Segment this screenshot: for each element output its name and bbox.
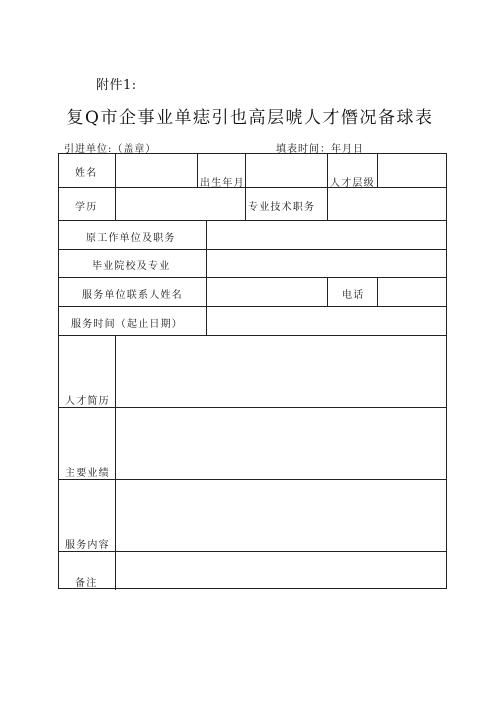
service-period-label: 服务时间（起止日期） (71, 319, 183, 330)
tech-title-label: 专业技术职务 (248, 202, 316, 213)
form-title: 复Q市企事业单痣引也高层唬人才僭况备球表 (66, 108, 434, 128)
attachment-label: 附件1: (96, 78, 137, 93)
col-divider (327, 277, 328, 306)
achievements-label: 主要业绩 (65, 468, 110, 479)
resume-label: 人才简历 (65, 396, 110, 407)
col-divider (197, 154, 198, 187)
name-label: 姓名 (75, 168, 98, 179)
talent-level-input[interactable] (378, 155, 446, 187)
education-label: 学历 (75, 202, 98, 213)
remarks-input[interactable] (116, 552, 446, 588)
birth-input[interactable] (246, 155, 327, 187)
service-period-input[interactable] (207, 307, 446, 335)
tech-title-input[interactable] (328, 188, 446, 220)
phone-label: 电话 (342, 290, 365, 301)
employer-seal-label: 引进单位:（盖章） (64, 144, 157, 155)
service-content-input[interactable] (116, 480, 446, 551)
registration-form-table (58, 153, 447, 589)
birth-label: 出生年月 (200, 178, 245, 189)
phone-input[interactable] (378, 278, 446, 306)
fill-time-label: 填表时间：年月日 (276, 144, 364, 155)
prev-employer-label: 原工作单位及职务 (86, 233, 176, 244)
resume-input[interactable] (116, 336, 446, 407)
service-content-label: 服务内容 (65, 540, 110, 551)
talent-level-label: 人才层级 (330, 178, 375, 189)
school-major-label: 毕业院校及专业 (92, 261, 171, 272)
contact-name-label: 服务单位联系人姓名 (82, 290, 183, 301)
education-input[interactable] (116, 188, 245, 220)
name-input[interactable] (116, 155, 197, 187)
school-major-input[interactable] (207, 250, 446, 277)
achievements-input[interactable] (116, 408, 446, 479)
prev-employer-input[interactable] (207, 221, 446, 249)
remarks-label: 备注 (75, 578, 98, 589)
contact-name-input[interactable] (207, 278, 327, 306)
